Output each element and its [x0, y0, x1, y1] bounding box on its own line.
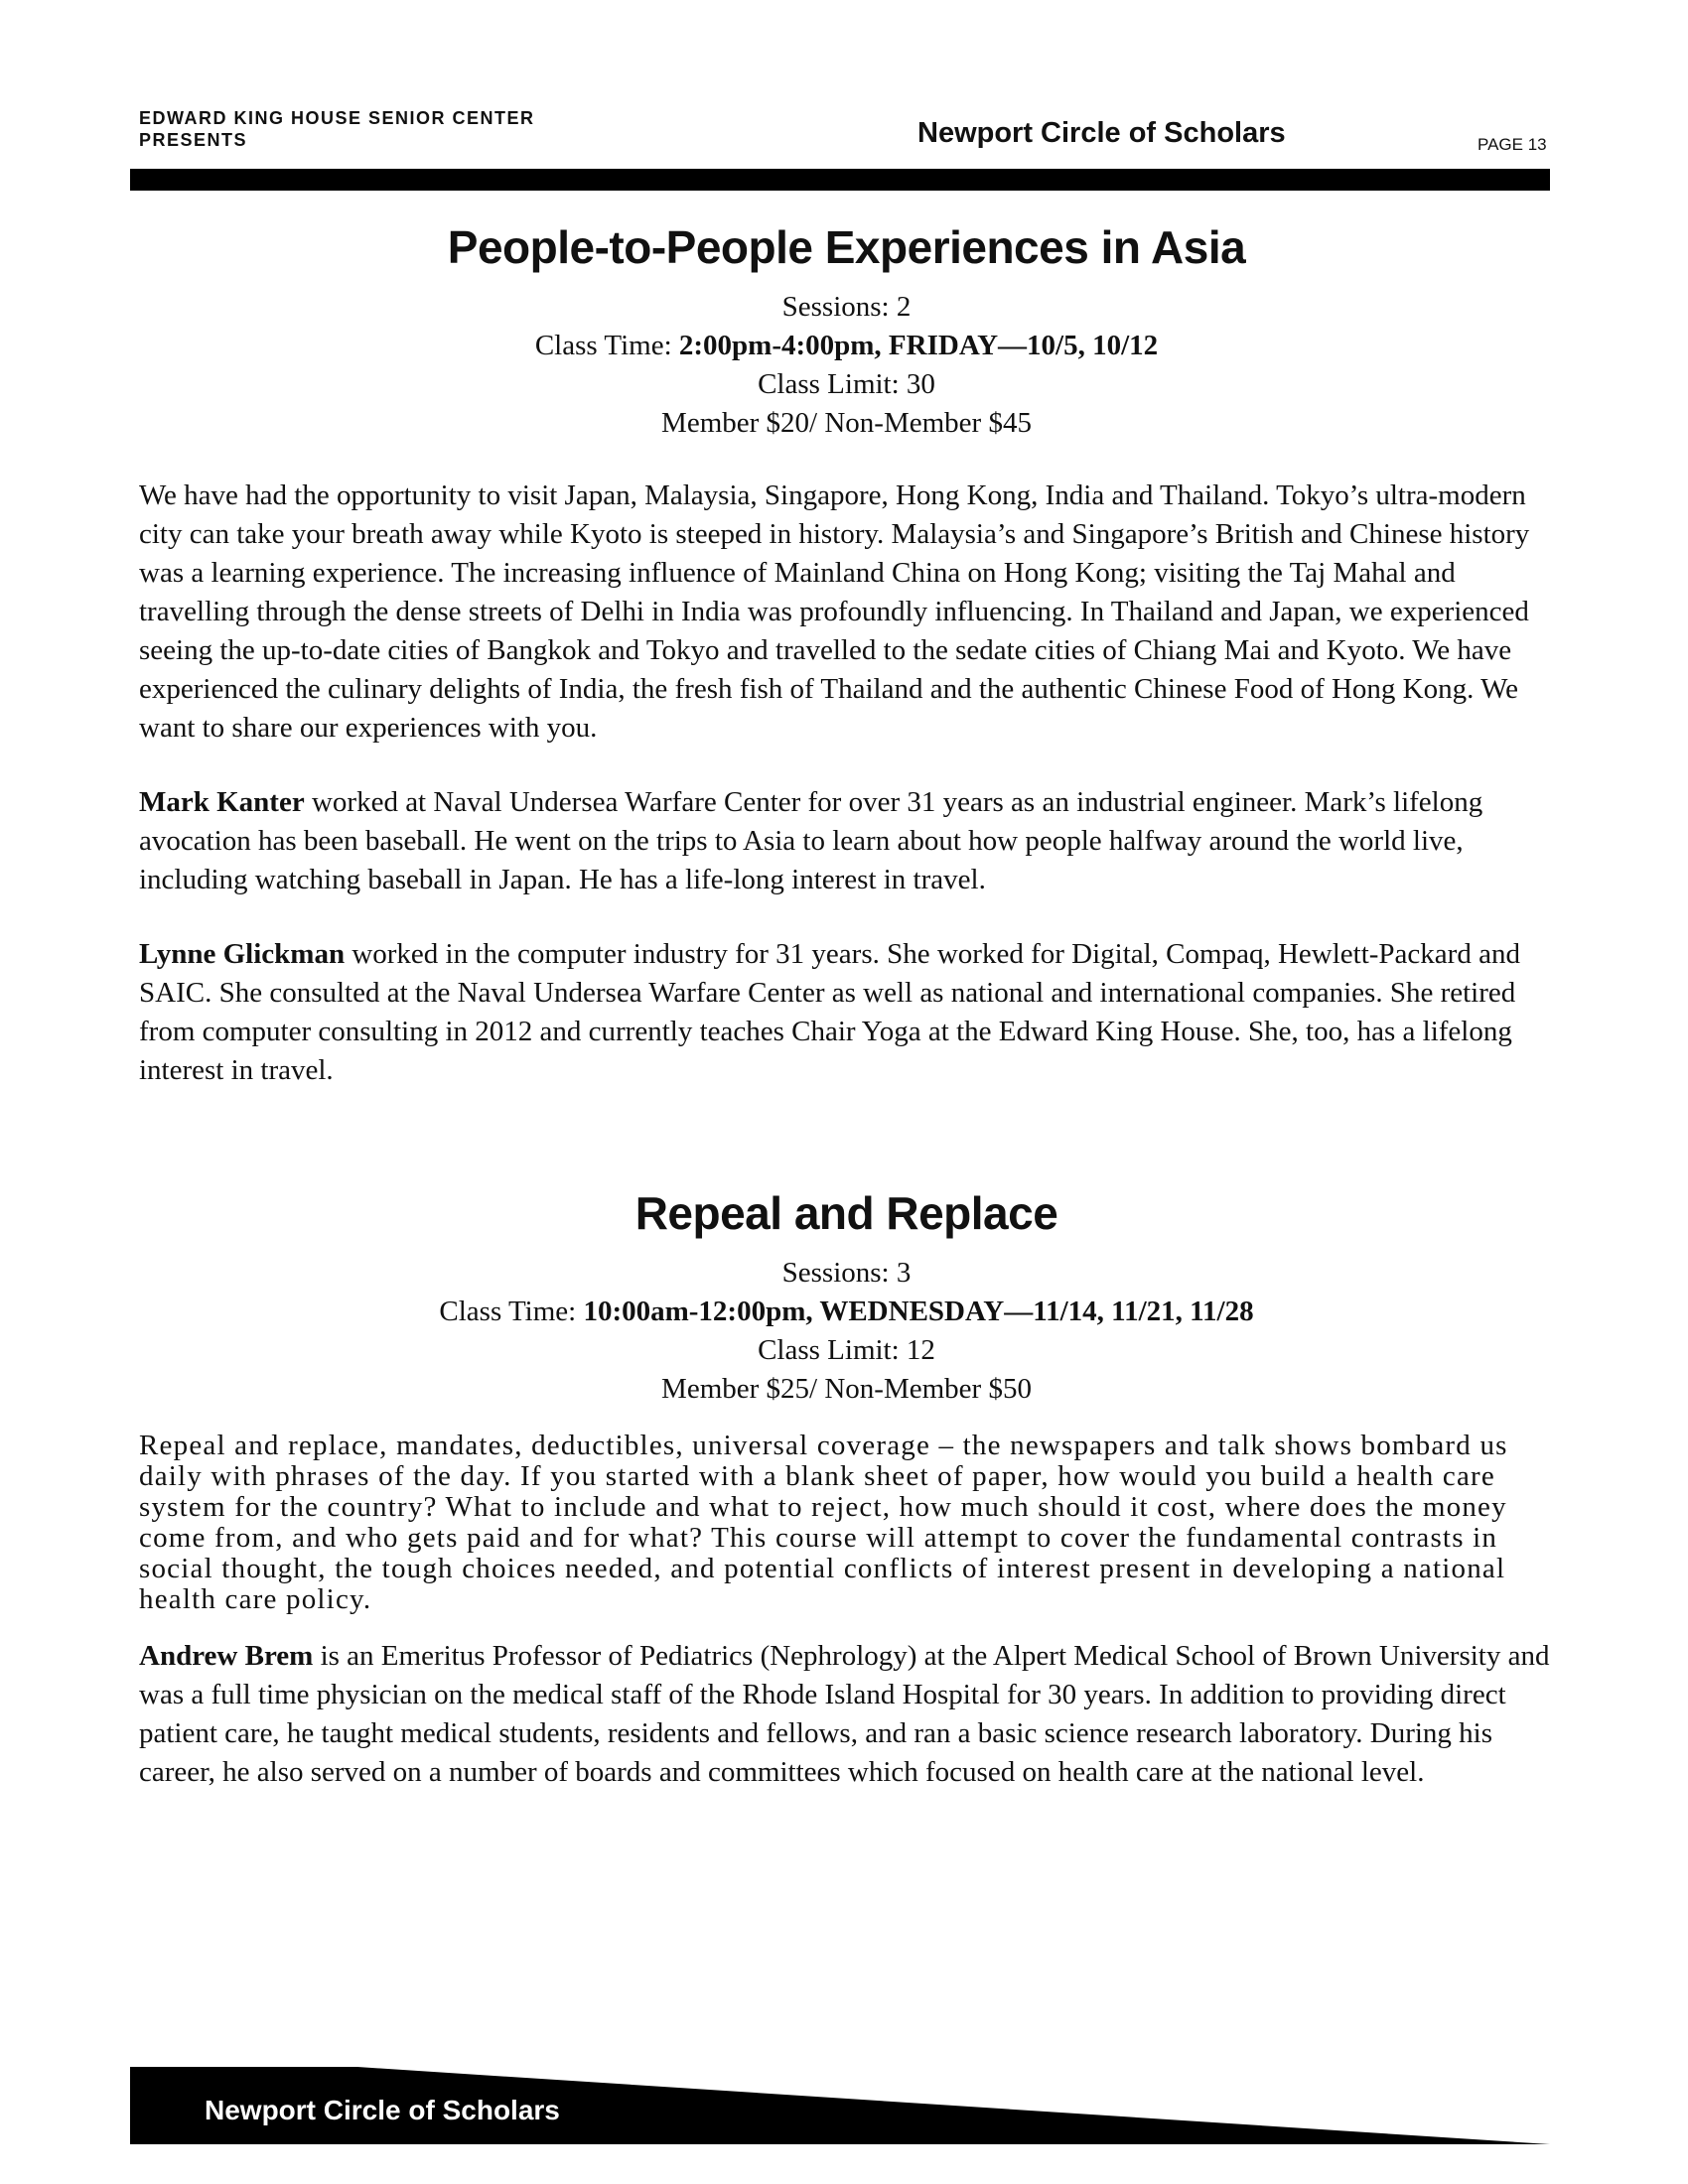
organization-line-2: PRESENTS: [139, 130, 248, 150]
newsletter-title: Newport Circle of Scholars: [917, 117, 1286, 149]
course-time-value: 10:00am-12:00pm, WEDNESDAY—11/14, 11/21, 11/28: [583, 1296, 1254, 1327]
header-rule: [130, 169, 1550, 191]
instructor-bio-text: worked at Naval Undersea Warfare Center for over 31 years as an industrial engineer. Mark’s lifelong avocation has been baseball. He went on the trips to Asia to learn about how people halfway around the world live, including watching baseball in Japan. He has a life-long interest in travel.: [139, 786, 1483, 895]
instructor-bio-text: worked in the computer industry for 31 years. She worked for Digital, Compaq, Hewlett-Packard and SAIC. She consulted at the Naval Undersea Warfare Center as well as national and international companies. She retired from computer consulting in 2012 and currently teaches Chair Yoga at the Edward King House. She, too, has a lifelong interest in travel.: [139, 938, 1520, 1086]
course-sessions: Sessions: 3: [781, 1257, 912, 1289]
instructor-bio-text: is an Emeritus Professor of Pediatrics (Nephrology) at the Alpert Medical School of Brown University and was a full time physician on the medical staff of the Rhode Island Hospital for 30 years. In addition to providing direct patient care, he taught medical students, residents and fellows, and ran a basic science research laboratory. During his career, he also served on a number of boards and committees which focused on health care at the national level.: [139, 1640, 1550, 1788]
course-meta: [139, 288, 1554, 443]
course-time-label: Class Time:: [439, 1296, 584, 1327]
instructor-name: Andrew Brem: [139, 1640, 314, 1672]
course-time-label: Class Time:: [534, 330, 679, 361]
course-repeal-and-replace: [139, 1186, 1554, 1792]
course-limit: Class Limit: 30: [758, 368, 935, 400]
instructor-name: Lynne Glickman: [139, 938, 346, 970]
organization-line-1: EDWARD KING HOUSE SENIOR CENTER: [139, 108, 535, 128]
course-people-to-people: [139, 220, 1554, 1090]
course-sessions: Sessions: 2: [781, 291, 912, 323]
course-limit: Class Limit: 12: [758, 1334, 935, 1366]
course-price: Member $20/ Non-Member $45: [661, 407, 1032, 439]
course-description: Repeal and replace, mandates, deductibles, universal coverage – the newspapers and talk shows bombard us daily with phrases of the day. If you started with a blank sheet of paper, how would you build a health care system for the country? What to include and what to reject, how much should it cost, where does the money come from, and who gets paid and for what? This course will attempt to cover the fundamental contrasts in social thought, the tough choices needed, and potential conflicts of interest present in developing a national health care policy.: [139, 1430, 1508, 1615]
instructor-name: Mark Kanter: [139, 786, 305, 818]
instructor-bio: [139, 935, 1554, 1090]
footer-title: Newport Circle of Scholars: [205, 2095, 560, 2125]
course-description: We have had the opportunity to visit Japan, Malaysia, Singapore, Hong Kong, India and Thailand. Tokyo’s ultra-modern city can take your breath away while Kyoto is steeped in history. Malaysia’s and Singapore’s British and Chinese history was a learning experience. The increasing influence of Mainland China on Hong Kong; visiting the Taj Mahal and travelling through the dense streets of Delhi in India was profoundly influencing. In Thailand and Japan, we experienced seeing the up-to-date cities of Bangkok and Tokyo and travelled to the sedate cities of Chiang Mai and Kyoto. We have experienced the culinary delights of India, the fresh fish of Thailand and the authentic Chinese Food of Hong Kong. We want to share our experiences with you.: [139, 479, 1530, 744]
course-title: Repeal and Replace: [634, 1187, 1058, 1239]
course-meta: [139, 1254, 1554, 1409]
instructor-bio: [139, 1637, 1554, 1792]
course-time-value: 2:00pm-4:00pm, FRIDAY—10/5, 10/12: [678, 330, 1159, 361]
page-number: PAGE 13: [1477, 135, 1547, 154]
course-price: Member $25/ Non-Member $50: [661, 1373, 1032, 1405]
course-title: People-to-People Experiences in Asia: [447, 221, 1246, 273]
course-time: [139, 1293, 1554, 1331]
course-time: [139, 327, 1554, 365]
organization-name: [139, 107, 535, 151]
instructor-bio: [139, 783, 1554, 899]
